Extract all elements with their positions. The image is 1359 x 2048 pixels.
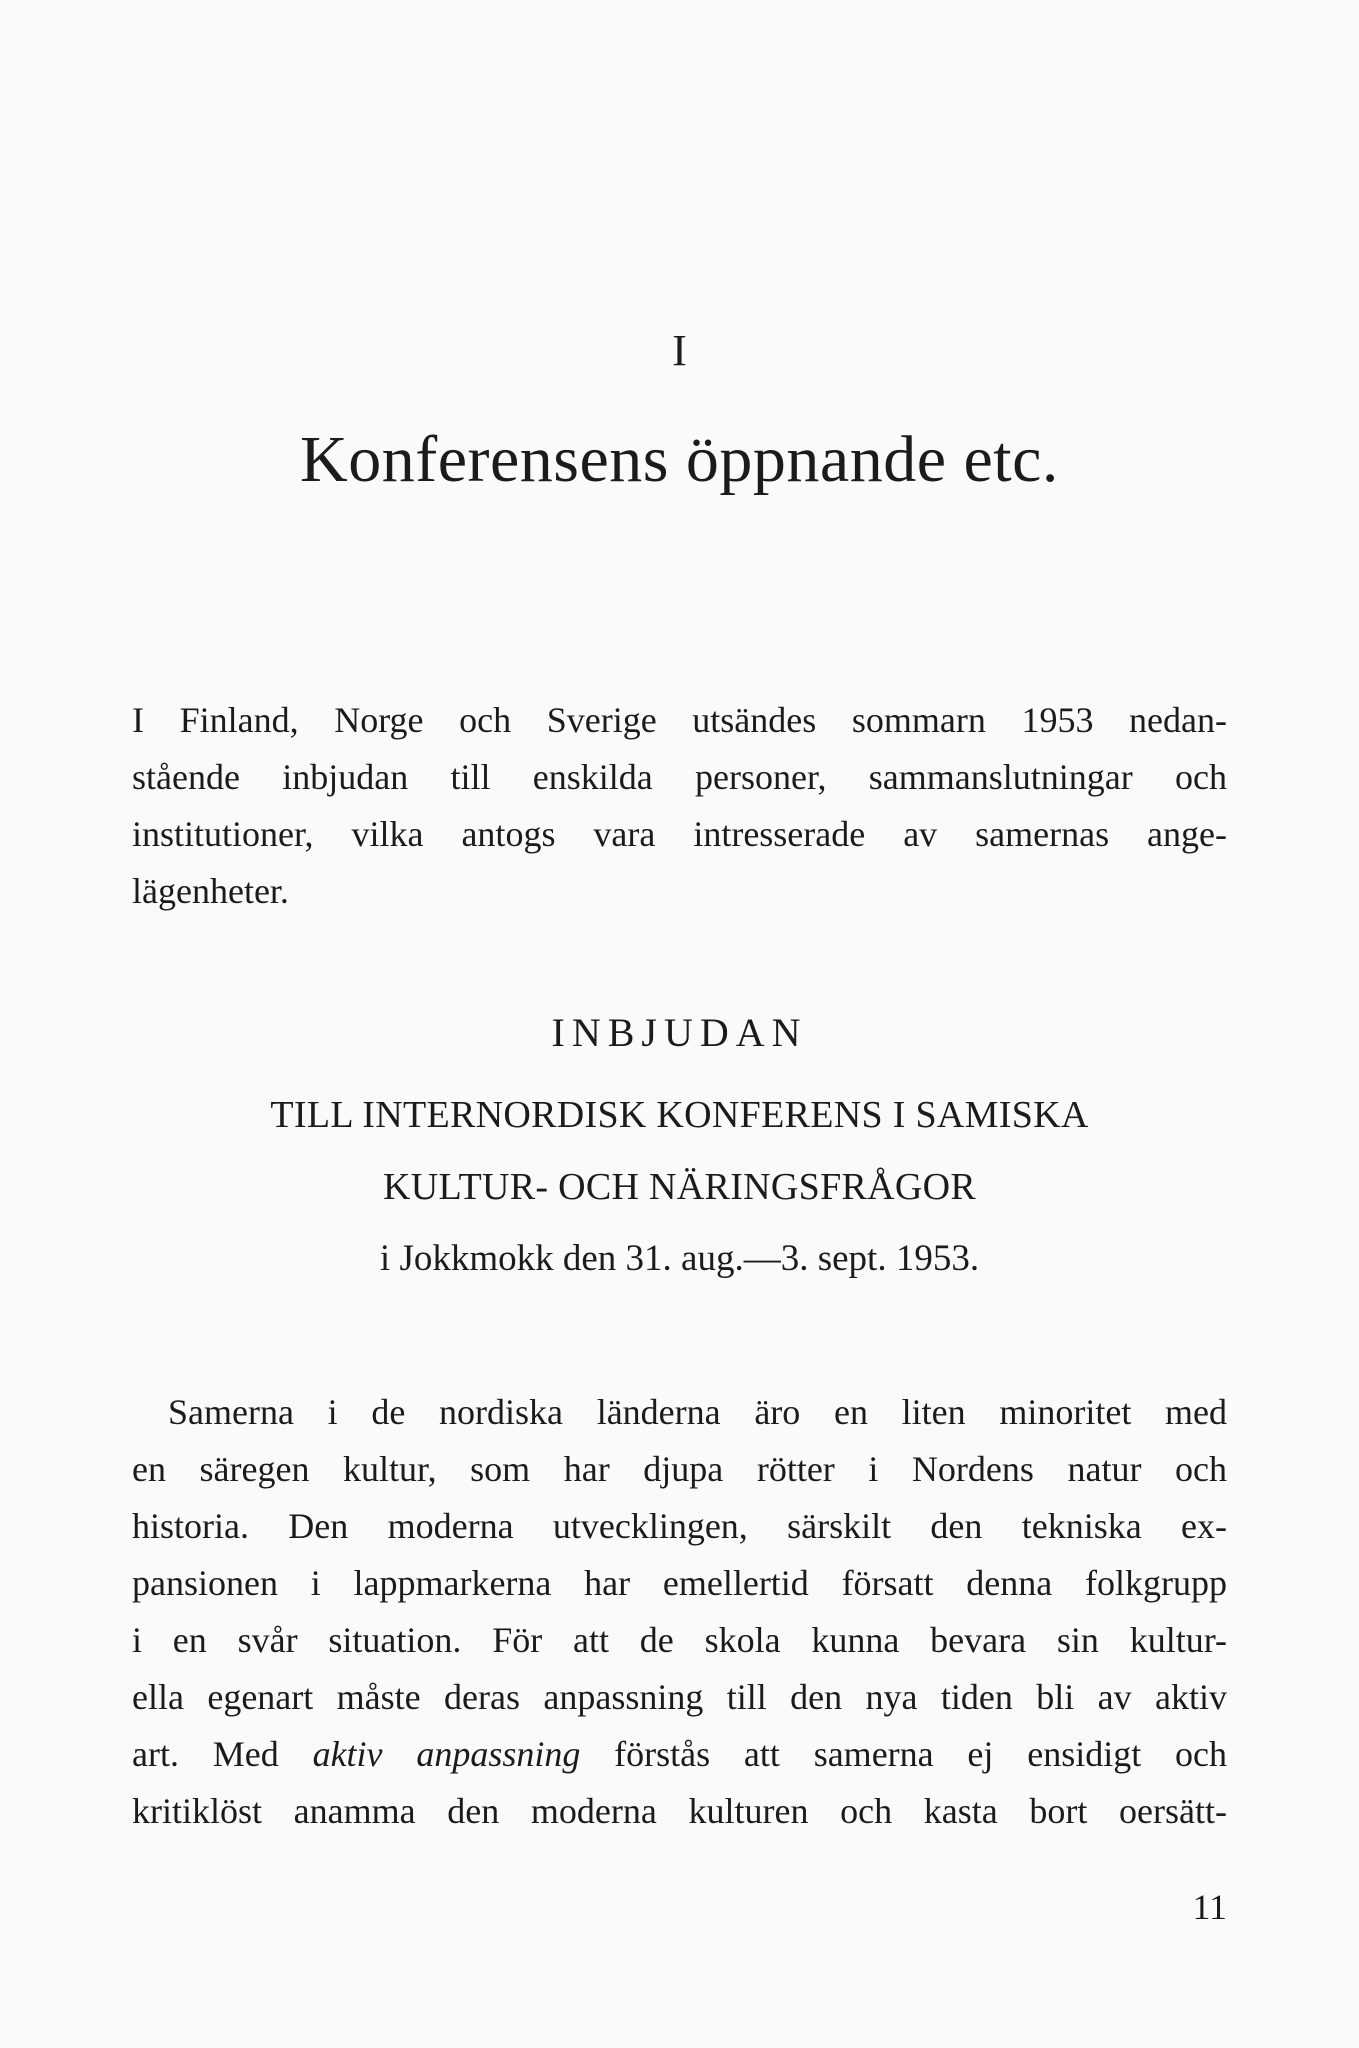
invitation-date-line: i Jokkmokk den 31. aug.—3. sept. 1953.	[379, 1238, 980, 1279]
body-line: kritiklöst anamma den moderna kulturen och kasta bort oersätt-	[132, 1791, 1227, 1831]
body-line: i en svår situation. För att de skola kunna bevara sin kultur-	[132, 1620, 1227, 1660]
invitation-subtitle-line2: KULTUR- OCH NÄRINGSFRÅGOR	[382, 1166, 977, 1208]
invitation-subtitle-line1: TILL INTERNORDISK KONFERENS I SAMISKA	[270, 1094, 1089, 1136]
intro-line: I Finland, Norge och Sverige utsändes sommarn 1953 nedan-	[132, 700, 1227, 740]
intro-paragraph	[132, 692, 1227, 920]
page-number: 11	[1192, 1887, 1227, 1927]
body-line: historia. Den moderna utvecklingen, särskilt den tekniska ex-	[132, 1506, 1227, 1546]
body-line: pansionen i lappmarkerna har emellertid försatt denna folkgrupp	[132, 1563, 1227, 1603]
chapter-number: I	[672, 326, 687, 375]
body-line: en säregen kultur, som har djupa rötter i Nordens natur och	[132, 1449, 1227, 1489]
invitation-title: INBJUDAN	[551, 1010, 808, 1055]
body-line-emphasis	[132, 1726, 1227, 1783]
chapter-title: Konferensens öppnande etc.	[300, 423, 1059, 496]
intro-line: institutioner, vilka antogs vara intresserade av samernas ange-	[132, 814, 1227, 854]
intro-line: lägenheter.	[132, 871, 289, 911]
body-text-before-emphasis: art. Med	[132, 1734, 313, 1774]
body-text-after-emphasis: förstås att samerna ej ensidigt och	[580, 1734, 1227, 1774]
intro-line: stående inbjudan till enskilda personer, sammanslutningar och	[132, 757, 1227, 797]
body-line: ella egenart måste deras anpassning till den nya tiden bli av aktiv	[132, 1677, 1227, 1717]
body-line: Samerna i de nordiska länderna äro en liten minoritet med	[168, 1392, 1227, 1432]
emphasized-term: aktiv anpassning	[312, 1734, 581, 1774]
body-paragraph	[132, 1384, 1227, 1840]
